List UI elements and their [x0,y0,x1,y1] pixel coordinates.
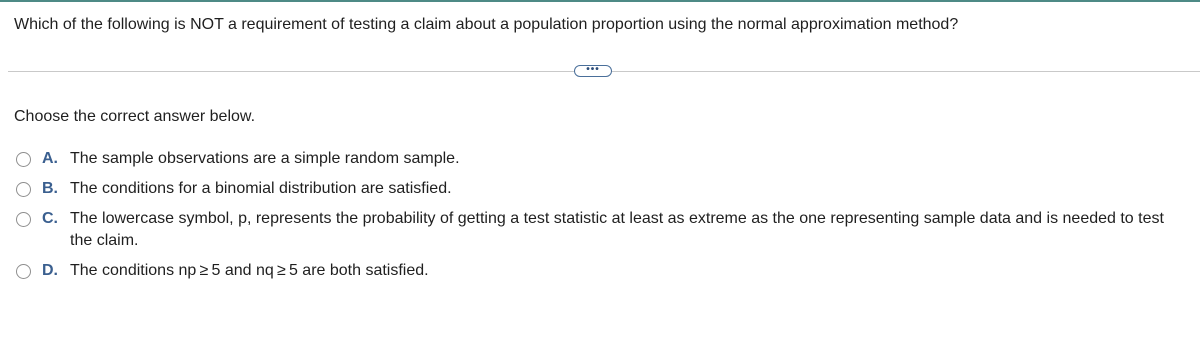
answer-prompt: Choose the correct answer below. [14,108,256,125]
answer-options [16,148,1186,290]
question-text: Which of the following is NOT a requirement of testing a claim about a population proportion using the normal approximation method? [14,16,959,33]
option-d[interactable] [16,260,1186,282]
radio-d[interactable] [16,264,31,279]
radio-a[interactable] [16,152,31,167]
option-c[interactable] [16,208,1186,252]
option-d-letter: D. [42,262,58,279]
option-b[interactable] [16,178,1186,200]
option-c-letter: C. [42,210,58,227]
option-a-letter: A. [42,150,58,167]
option-b-letter: B. [42,180,58,197]
radio-b[interactable] [16,182,31,197]
option-c-text: The lowercase symbol, p, represents the probability of getting a test statistic at least as extreme as the one representing sample data and is needed to test the claim. [70,210,1164,249]
option-a-text: The sample observations are a simple random sample. [70,150,460,167]
radio-c[interactable] [16,212,31,227]
option-a[interactable] [16,148,1186,170]
option-b-text: The conditions for a binomial distribution are satisfied. [70,180,452,197]
option-d-text: The conditions np ≥ 5 and nq ≥ 5 are both satisfied. [70,262,429,279]
expand-more-button[interactable] [574,65,612,77]
ellipsis-icon: ••• [586,63,600,75]
